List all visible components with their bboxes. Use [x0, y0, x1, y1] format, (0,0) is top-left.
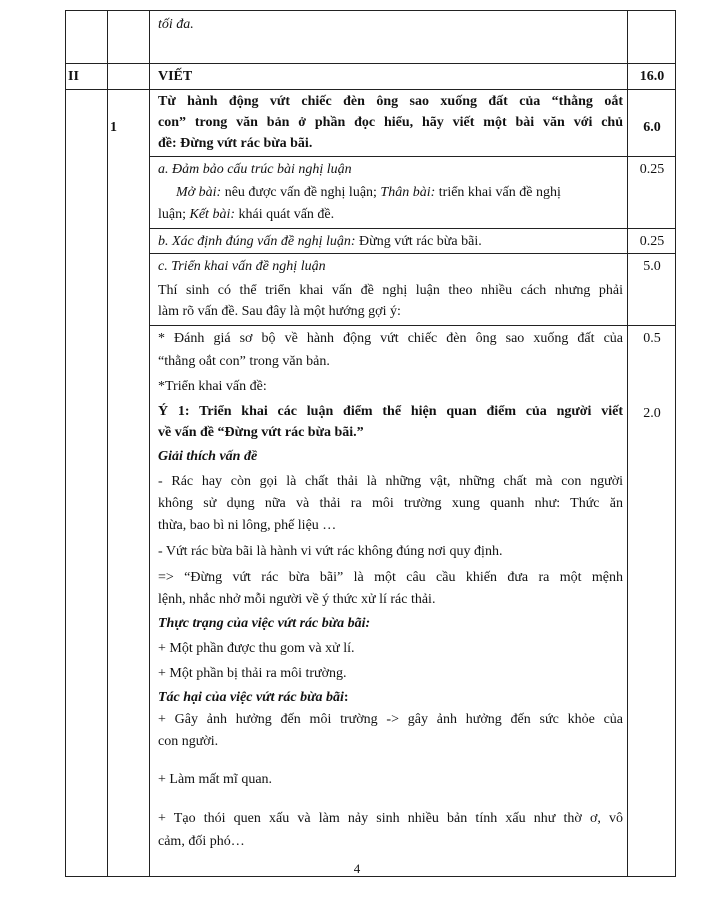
harm-line: + Tạo thói quen xấu và làm nảy sinh nhiều bản tính xấu như thờ ơ, vô: [158, 811, 623, 826]
page-number: 4: [353, 861, 361, 876]
row-divider: [149, 253, 675, 254]
evaluation-points: 0.5: [643, 331, 661, 346]
harm-line: con người.: [158, 734, 219, 749]
column-divider: [149, 11, 150, 876]
thuc-trang-heading: Thực trạng của việc vứt rác bừa bãi:: [158, 616, 371, 631]
harm-line: cảm, đối phó…: [158, 834, 245, 849]
criterion-b: b. Xác định đúng vấn đề nghị luận: Đừng vứt rác bừa bãi.: [158, 234, 482, 249]
harm-line: + Làm mất mĩ quan.: [158, 772, 273, 787]
status-line: + Một phần bị thải ra môi trường.: [158, 666, 347, 681]
giai-thich-heading: Giải thích vấn đề: [158, 449, 258, 464]
evaluation-line: * Đánh giá sơ bộ về hành động vứt chiếc đèn ông sao xuống đất của: [158, 331, 623, 346]
explanation-line: thừa, bao bì ni lông, phế liệu …: [158, 518, 337, 533]
question-points: 6.0: [643, 120, 661, 135]
y1-line: Ý 1: Triển khai các luận điểm thể hiện quan điểm của người viết: [158, 404, 623, 419]
row-divider: [149, 156, 675, 157]
criterion-a-title: a. Đảm bảo cấu trúc bài nghị luận: [158, 162, 352, 177]
criterion-a-line: Mở bài: nêu được vấn đề nghị luận; Thân bài: triển khai vấn đề nghị: [176, 185, 561, 200]
explanation-line: - Vứt rác bừa bãi là hành vi vứt rác không đúng nơi quy định.: [158, 544, 503, 559]
column-divider: [627, 11, 628, 876]
section-number: II: [68, 69, 79, 84]
question-line: con” trong văn bản ở phần đọc hiểu, hãy viết một bài văn với chủ: [158, 115, 623, 130]
question-number: 1: [110, 120, 117, 135]
criterion-b-points: 0.25: [639, 234, 665, 249]
row-divider: [149, 325, 675, 326]
explanation-line: không sử dụng nữa và thải ra môi trường xung quanh như: Thức ăn: [158, 496, 623, 511]
explanation-line: => “Đừng vứt rác bừa bãi” là một câu cầu khiến đưa ra một mệnh: [158, 570, 623, 585]
row-divider: [149, 228, 675, 229]
harm-line: + Gây ảnh hưởng đến môi trường -> gây ảnh hưởng đến sức khỏe của: [158, 712, 623, 727]
status-line: + Một phần được thu gom và xử lí.: [158, 641, 355, 656]
row-divider: [66, 89, 675, 90]
evaluation-line: “thằng oắt con” trong văn bản.: [158, 354, 330, 369]
explanation-line: - Rác hay còn gọi là chất thải là những vật, những chất mà con người: [158, 474, 623, 489]
criterion-c-line: Thí sinh có thể triển khai vấn đề nghị luận theo nhiều cách nhưng phải: [158, 283, 623, 298]
section-points: 16.0: [639, 69, 665, 84]
y1-line: về vấn đề “Đừng vứt rác bừa bãi.”: [158, 425, 364, 440]
criterion-c-title: c. Triển khai vấn đề nghị luận: [158, 259, 326, 274]
tac-hai-heading: Tác hại của việc vứt rác bừa bãi:: [158, 690, 349, 705]
row-top-text: tối đa.: [158, 17, 194, 32]
question-line: Từ hành động vứt chiếc đèn ông sao xuống đất của “thằng oắt: [158, 94, 623, 109]
criterion-a-points: 0.25: [639, 162, 665, 177]
column-divider: [107, 11, 108, 876]
criterion-c-points: 5.0: [643, 259, 661, 274]
explanation-line: lệnh, nhắc nhở mỗi người về ý thức xử lí rác thải.: [158, 592, 436, 607]
criterion-c-line: làm rõ vấn đề. Sau đây là một hướng gợi ý:: [158, 304, 401, 319]
y1-points: 2.0: [643, 406, 661, 421]
question-line: đề: Đừng vứt rác bừa bãi.: [158, 136, 313, 151]
section-title: VIẾT: [158, 69, 193, 84]
criterion-a-line: luận; Kết bài: khái quát vấn đề.: [158, 207, 335, 222]
grading-table: [65, 10, 676, 877]
trien-khai-heading: *Triển khai vấn đề:: [158, 379, 267, 394]
row-divider: [66, 63, 675, 64]
